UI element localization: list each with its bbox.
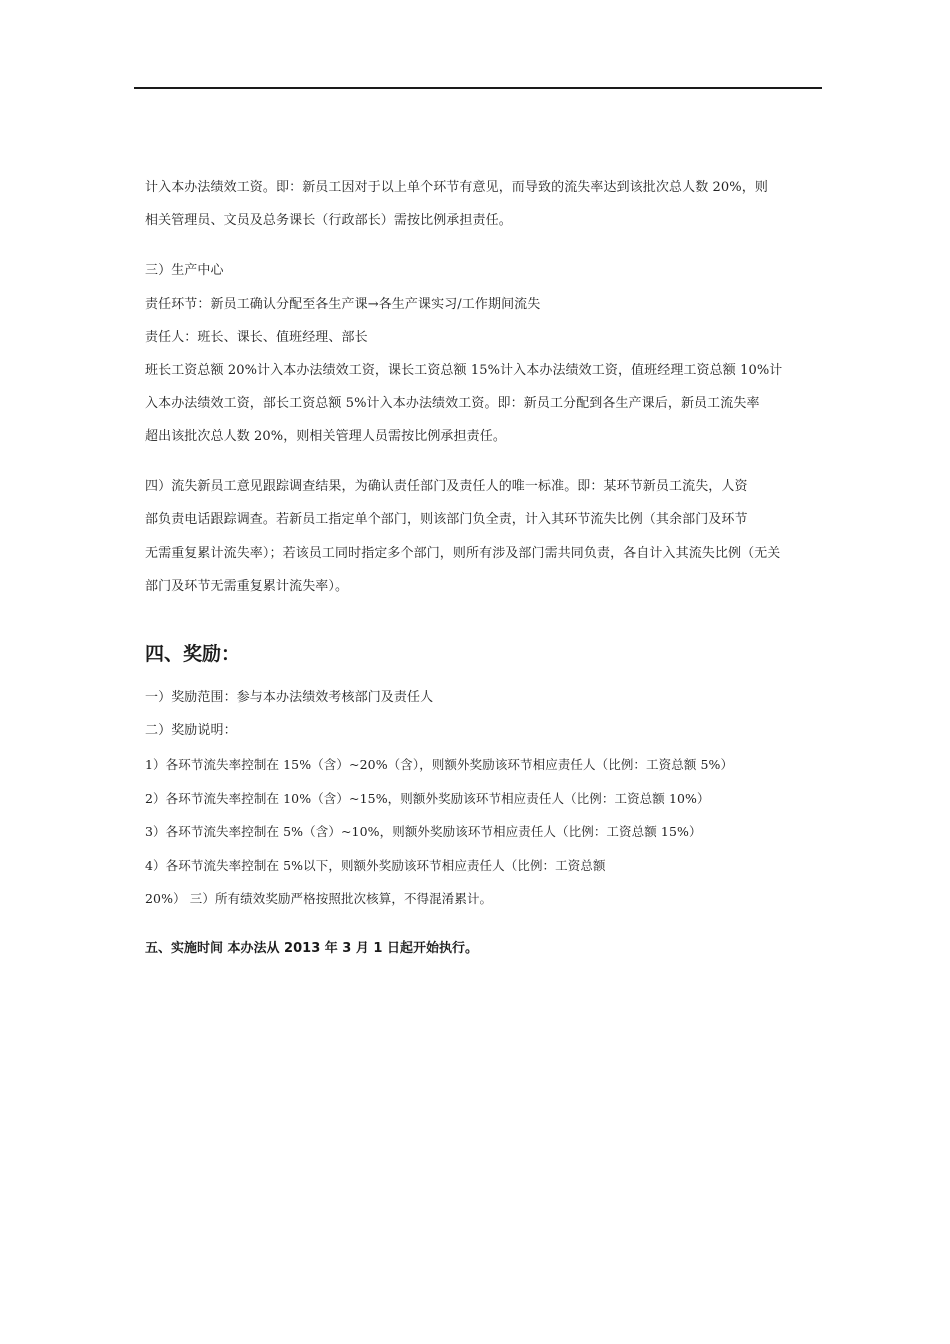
list-item: 3）各环节流失率控制在 5%（含）~10%，则额外奖励该环节相应责任人（比例：工资总额 15%）: [145, 824, 702, 839]
paragraph-line: 相关管理员、文员及总务课长（行政部长）需按比例承担责任。: [145, 213, 512, 228]
list-item: 20%） 三）所有绩效奖励严格按照批次核算，不得混淆累计。: [145, 891, 493, 906]
paragraph-line: 部门及环节无需重复累计流失率）。: [145, 579, 349, 594]
responsibility-link: 责任环节：新员工确认分配至各生产课→各生产课实习/工作期间流失: [145, 297, 541, 312]
rewards-explanation: 二）奖励说明：: [145, 723, 237, 738]
paragraph-line: 计入本办法绩效工资。即：新员工因对于以上单个环节有意见，而导致的流失率达到该批次总人数 20%，则: [145, 180, 768, 195]
rewards-heading: 四、奖励：: [145, 643, 241, 665]
rewards-scope: 一）奖励范围：参与本办法绩效考核部门及责任人: [145, 690, 434, 705]
paragraph-line: 超出该批次总人数 20%，则相关管理人员需按比例承担责任。: [145, 429, 506, 444]
responsible-persons: 责任人：班长、课长、值班经理、部长: [145, 330, 368, 345]
list-item: 2）各环节流失率控制在 10%（含）~15%，则额外奖励该环节相应责任人（比例：工资总额 10%）: [145, 791, 710, 806]
list-item: 1）各环节流失率控制在 15%（含）~20%（含），则额外奖励该环节相应责任人（比例：工资总额 5%）: [145, 757, 734, 772]
paragraph-line: 四）流失新员工意见跟踪调查结果，为确认责任部门及责任人的唯一标准。即：某环节新员工流失，人资: [145, 479, 748, 494]
paragraph-line: 入本办法绩效工资，部长工资总额 5%计入本办法绩效工资。即：新员工分配到各生产课后，新员工流失率: [145, 396, 760, 411]
paragraph-line: 部负责电话跟踪调查。若新员工指定单个部门，则该部门负全责，计入其环节流失比例（其余部门及环节: [145, 512, 748, 527]
section-title-production: 三）生产中心: [145, 263, 224, 278]
list-item: 4）各环节流失率控制在 5%以下，则额外奖励该环节相应责任人（比例：工资总额: [145, 858, 606, 873]
implementation-time: 五、实施时间 本办法从 2013 年 3 月 1 日起开始执行。: [145, 941, 478, 956]
paragraph-line: 无需重复累计流失率）；若该员工同时指定多个部门，则所有涉及部门需共同负责，各自计入其流失比例（无关: [145, 546, 781, 561]
paragraph-line: 班长工资总额 20%计入本办法绩效工资，课长工资总额 15%计入本办法绩效工资，值班经理工资总额 10%计: [145, 363, 783, 378]
header-rule: [134, 87, 822, 89]
